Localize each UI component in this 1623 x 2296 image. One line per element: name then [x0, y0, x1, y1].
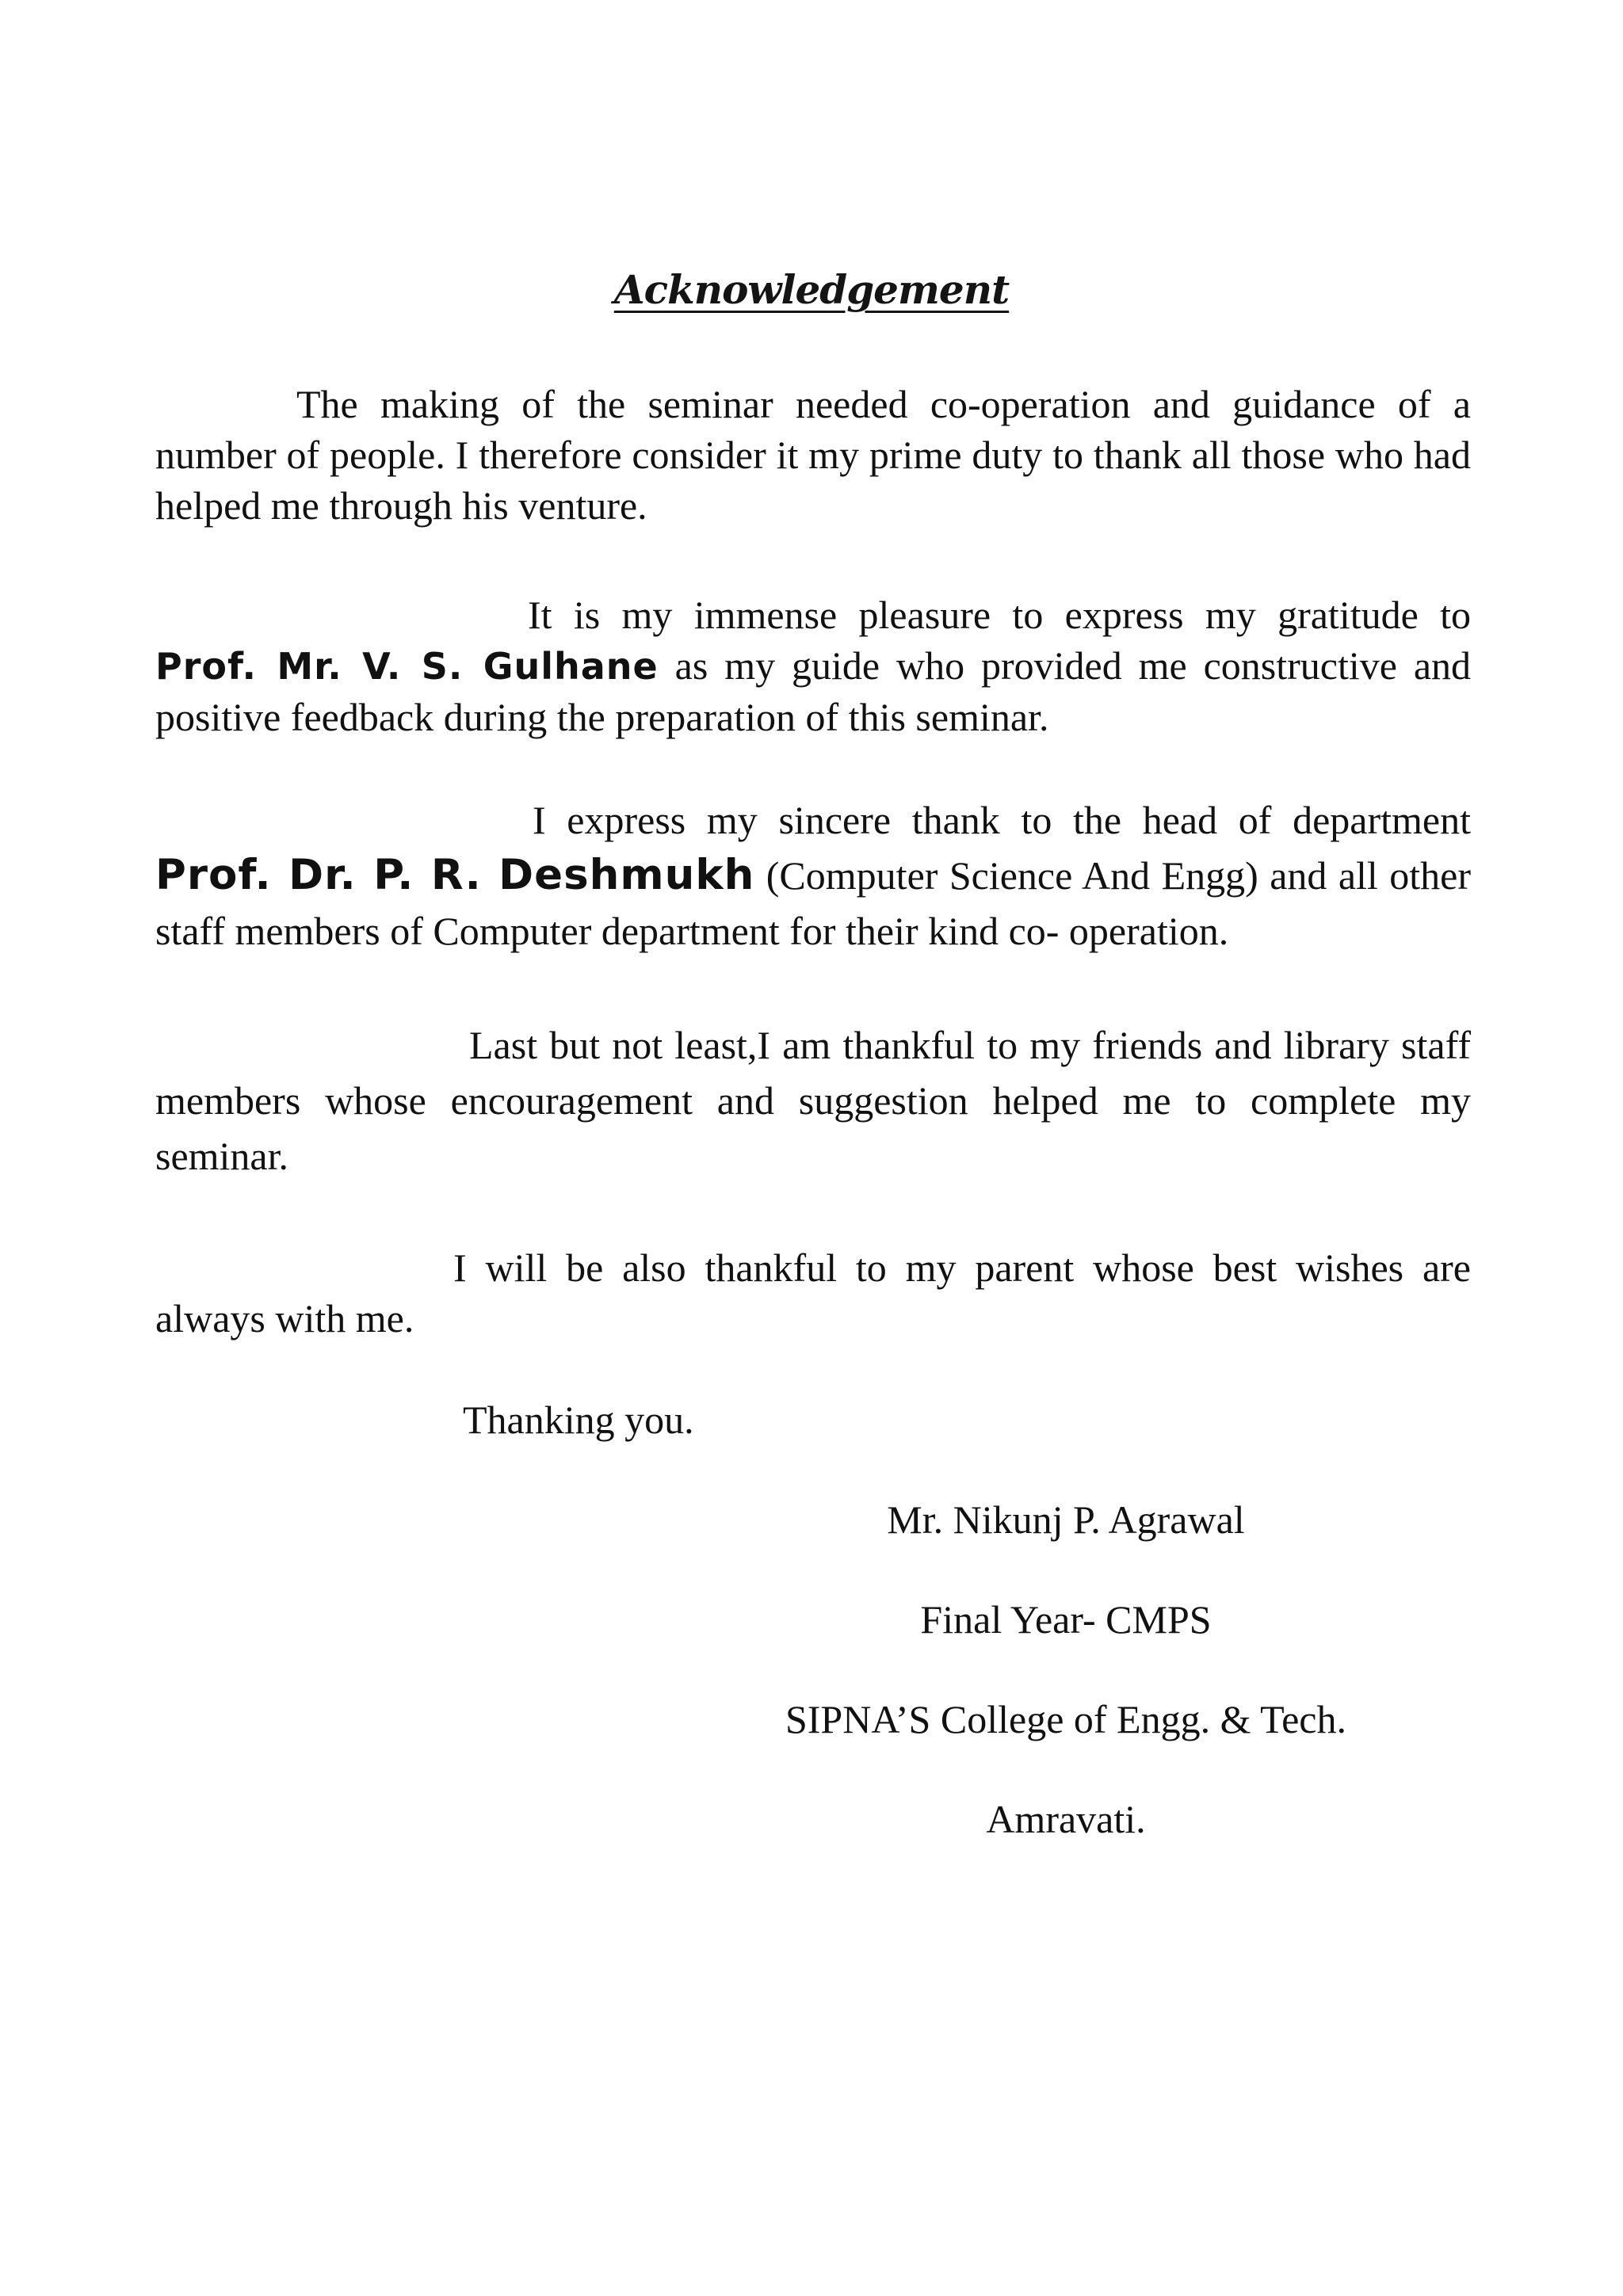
paragraph-guide-rest: as my guide who provided me constructive and positive feedback during the preparation of this seminar.	[155, 643, 1472, 739]
paragraph-guide-lead: It is my immense pleasure to express my gratitude to	[528, 593, 1471, 637]
closing-line: Thanking you.	[463, 1398, 694, 1442]
paragraph-hod-lead: I express my sincere thank to the head of department	[533, 798, 1471, 842]
paragraph-parents: I will be also thankful to my parent whose best wishes are always with me.	[155, 1245, 1471, 1341]
paragraph-guide	[155, 589, 1471, 742]
paragraph-friends: Last but not least,I am thankful to my friends and library staff members whose encouragement and suggestion helped me to complete my seminar.	[155, 1023, 1471, 1178]
page-title	[0, 266, 1623, 313]
signature-college: SIPNA’S College of Engg. & Tech.	[785, 1697, 1347, 1741]
page-title-text: Acknowledgement	[613, 266, 1010, 313]
guide-name: Prof. Mr. V. S. Gulhane	[155, 645, 659, 688]
signature-year: Final Year- CMPS	[920, 1597, 1212, 1642]
paragraph-hod-rest: (Computer Science And Engg) and all other staff members of Computer department for their kind co- operation.	[155, 853, 1471, 953]
paragraph-hod	[155, 792, 1471, 959]
signature-name: Mr. Nikunj P. Agrawal	[887, 1497, 1245, 1542]
signature-city: Amravati.	[986, 1797, 1146, 1841]
paragraph-intro: The making of the seminar needed co-operation and guidance of a number of people. I therefore consider it my prime duty to thank all those who had helped me through his venture.	[155, 382, 1471, 528]
hod-name: Prof. Dr. P. R. Deshmukh	[155, 851, 755, 899]
